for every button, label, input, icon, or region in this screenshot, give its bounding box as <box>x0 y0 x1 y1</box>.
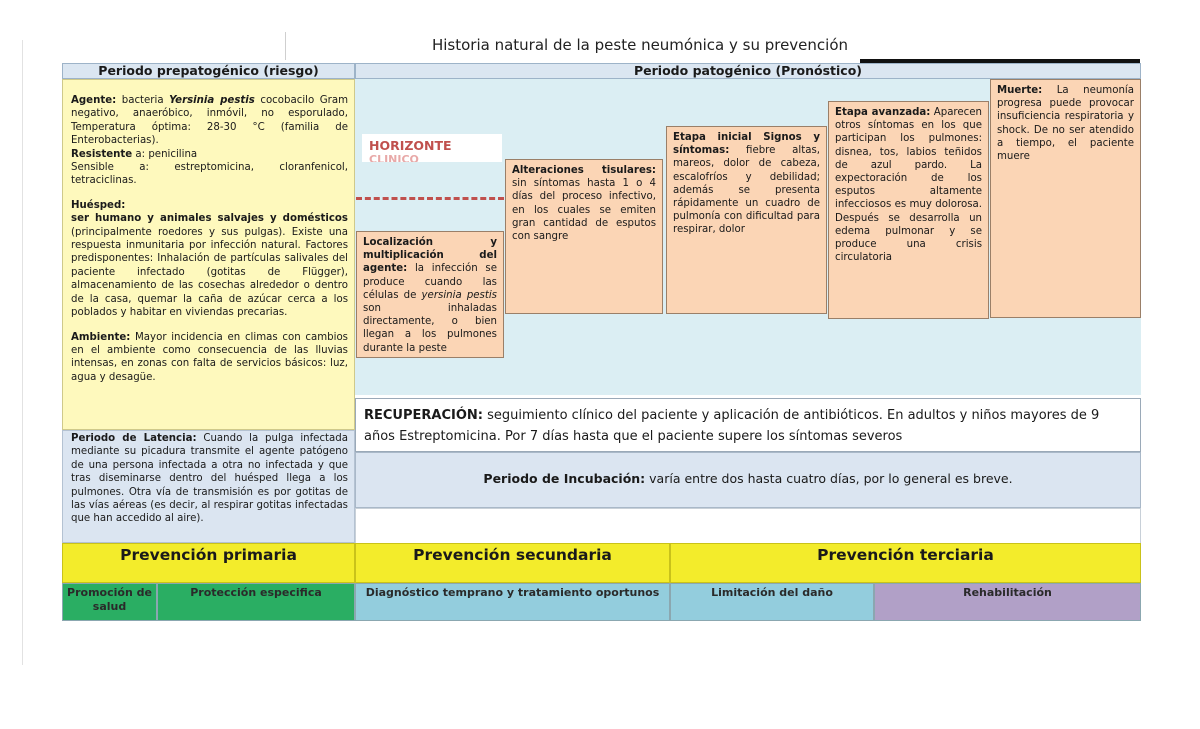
stage-muerte <box>990 79 1141 318</box>
agente-species: Yersinia pestis <box>169 95 255 106</box>
localizacion-species: yersinia pestis <box>421 289 497 301</box>
prevention-secundaria: Prevención secundaria <box>355 543 670 583</box>
agente-paragraph <box>71 94 348 188</box>
prepatogenic-header: Periodo prepatogénico (riesgo) <box>62 63 355 79</box>
proteccion-cell: Protección especifica <box>157 583 355 621</box>
localizacion-label: Localización y multiplicación del agente: <box>363 237 497 275</box>
ambiente-text: Mayor incidencia en climas con cambios en el ambiente como consecuencia de las lluvias intensas, en zonas con falta de servicios básicos: luz, agua y desagüe. <box>71 331 348 383</box>
stage-avanzada <box>828 101 989 319</box>
alteraciones-label: Alteraciones tisulares: <box>512 165 656 176</box>
limitacion-cell: Limitación del daño <box>670 583 874 621</box>
recuperacion-text: seguimiento clínico del paciente y aplicación de antibióticos. En adultos y niños mayores de 9 años Estreptomicina. Por 7 días hasta que el paciente supere los síntomas severos <box>364 408 1100 444</box>
huesped-bold: ser humano y animales salvajes y domésticos <box>71 213 348 225</box>
stage-inicial <box>666 126 827 314</box>
prepatogenic-panel <box>62 79 355 430</box>
stage-alteraciones <box>505 159 663 314</box>
agente-label: Agente: <box>71 95 117 106</box>
avanzada-text: Aparecen otros síntomas en los que participan los pulmones: disnea, tos, labios teñidos de azul pardo. La expectoración de los esputos altamente infecciosos es muy dolorosa. Después se desarrolla un edema pulmonar y se produce una crisis circulatoria <box>835 107 982 264</box>
recuperacion-box <box>355 398 1141 452</box>
prevention-primaria: Prevención primaria <box>62 543 355 583</box>
diagnostico-cell: Diagnóstico temprano y tratamiento oportunos <box>355 583 670 621</box>
localizacion-text-1: la infección se produce cuando las células de <box>363 263 497 301</box>
horizon-ghost: CLINICO <box>369 153 419 162</box>
patogenic-header: Periodo patogénico (Pronóstico) <box>355 63 1141 79</box>
resistente-text: a: penicilina <box>132 148 198 160</box>
huesped-paragraph <box>71 199 348 320</box>
prevention-terciaria: Prevención terciaria <box>670 543 1141 583</box>
huesped-text: (principalmente roedores y sus pulgas). Existe una respuesta inmunitaria por infección natural. Factores predisponentes: Inhalación de partículas salivales del paciente infectado (gotitas de Flügger), almacenamiento de las cosechas alrededor o dentro de la casa, quemar la caña de azúcar cerca a los poblados y habitar en viviendas precarias. <box>71 226 348 319</box>
recuperacion-label: RECUPERACIÓN: <box>364 408 483 423</box>
resistente-label: Resistente <box>71 148 133 160</box>
muerte-text: La neumonía progresa puede provocar insuficiencia respiratoria y shock. De no ser atendido a tiempo, el paciente muere <box>997 85 1134 163</box>
empty-row <box>355 508 1141 544</box>
stage-localizacion <box>356 231 504 358</box>
sensible-text: Sensible a: estreptomicina, cloranfenicol, tetraciclinas. <box>71 162 348 187</box>
incubacion-box <box>355 452 1141 508</box>
title-divider <box>285 32 286 60</box>
incubacion-text: varía entre dos hasta cuatro días, por lo general es breve. <box>645 471 1013 486</box>
inicial-label: Etapa inicial Signos y síntomas: <box>673 132 820 157</box>
agente-text-1: bacteria <box>116 95 170 106</box>
latency-text: Cuando la pulga infectada mediante su picadura transmite el agente patógeno de una persona infectada a otra no infectada y que tras diseminarse dentro del huésped llega a los pulmones. Otra vía de transmisión es por gotitas de las vías aéreas (es decir, al respirar gotitas infectadas que han accedido al aire). <box>71 433 349 525</box>
latency-panel <box>62 430 355 543</box>
clinical-horizon-box <box>362 134 502 162</box>
localizacion-text-2: son inhaladas directamente, o bien llegan a los pulmones durante la peste <box>363 303 497 354</box>
inicial-text: fiebre altas, mareos, dolor de cabeza, escalofríos y debilidad; además se presenta rápidamente un cuadro de pulmonía con dificultad para respirar, dolor <box>673 145 820 236</box>
muerte-label: Muerte: <box>997 85 1043 96</box>
agente-text-2: cocobacilo Gram negativo, anaeróbico, inmóvil, no esporulado, Temperatura óptima: 28-30 °C (familia de Enterobacterias). <box>71 95 348 147</box>
left-margin-line <box>22 40 23 665</box>
incubacion-label: Periodo de Incubación: <box>483 471 646 486</box>
avanzada-label: Etapa avanzada: <box>835 107 931 118</box>
horizon-label: HORIZONTE <box>369 138 452 153</box>
clinical-horizon-line <box>356 197 504 200</box>
alteraciones-text: sin síntomas hasta 1 o 4 días del proceso infectivo, en los cuales se emiten gran cantidad de esputos con sangre <box>512 178 656 243</box>
promocion-cell: Promoción de salud <box>62 583 157 621</box>
huesped-label: Huésped: <box>71 199 126 211</box>
rehabilitacion-cell: Rehabilitación <box>874 583 1141 621</box>
ambiente-paragraph <box>71 331 348 385</box>
page-title: Historia natural de la peste neumónica y su prevención <box>431 36 849 54</box>
ambiente-label: Ambiente: <box>71 331 131 343</box>
latency-label: Periodo de Latencia: <box>71 433 197 444</box>
